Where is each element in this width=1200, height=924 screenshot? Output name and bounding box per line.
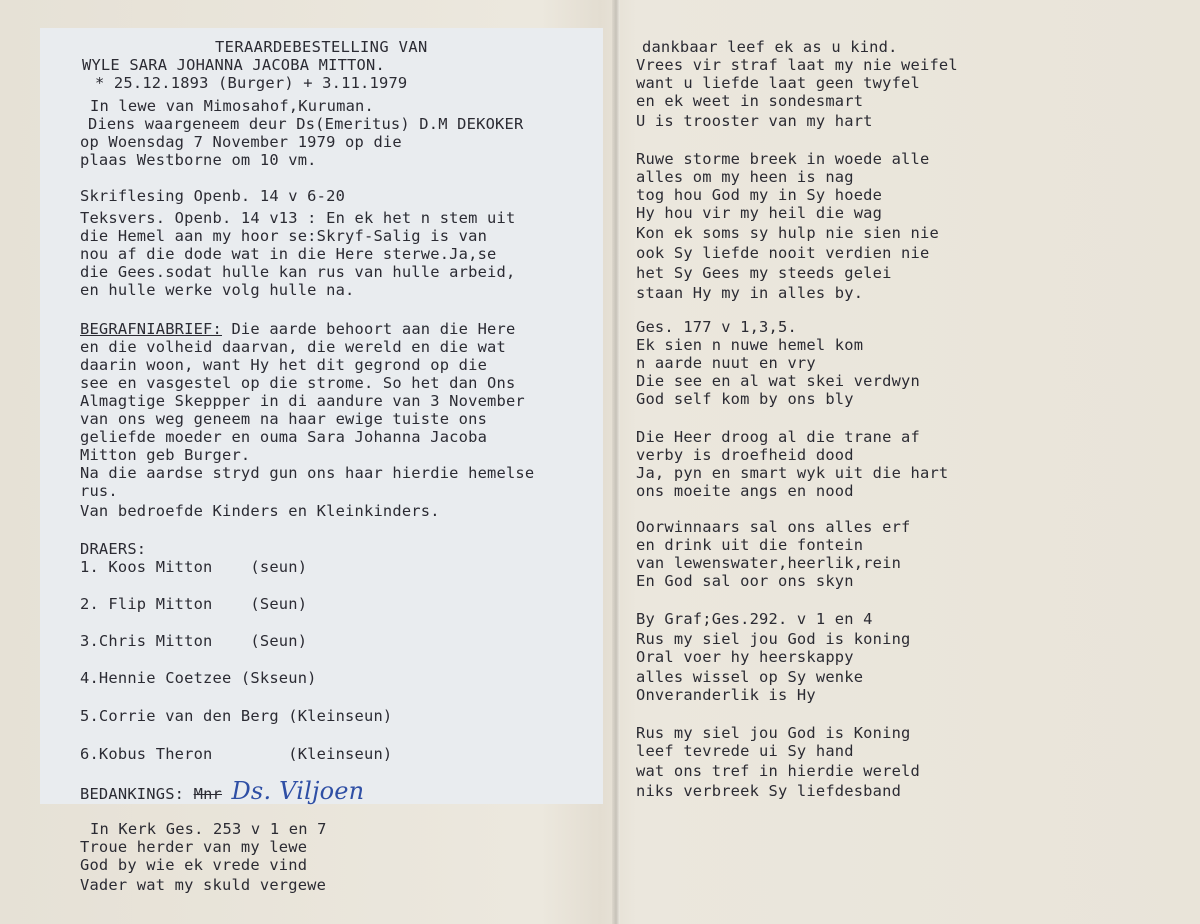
stanza6-line-2: Oral voer hy heerskappy (636, 648, 854, 666)
funeral-letter-line-5: Almagtige Skeppper in di aandure van 3 November (80, 392, 525, 410)
text-verse-line-1: Teksvers. Openb. 14 v13 : En ek het n stem uit (80, 209, 516, 227)
stanza4-line-2: verby is droefheid dood (636, 446, 854, 464)
stanza3-line-3: Die see en al wat skei verdwyn (636, 372, 920, 390)
ges177-heading: Ges. 177 v 1,3,5. (636, 318, 797, 336)
funeral-letter-line-4: see en vasgestel op die strome. So het dan Ons (80, 374, 516, 392)
funeral-letter-line-1-text: Die aarde behoort aan die Here (222, 320, 516, 338)
stanza4-line-1: Die Heer droog al die trane af (636, 428, 920, 446)
stanza1-line-3: want u liefde laat geen twyfel (636, 74, 920, 92)
bearers-label: DRAERS: (80, 540, 147, 558)
program-title: TERAARDEBESTELLING VAN (215, 38, 428, 56)
stanza5-line-4: En God sal oor ons skyn (636, 572, 854, 590)
stanza5-line-1: Oorwinnaars sal ons alles erf (636, 518, 911, 536)
stanza2-line-6: ook Sy liefde nooit verdien nie (636, 244, 930, 262)
stanza6-line-1: Rus my siel jou God is koning (636, 630, 911, 648)
church-hymn-line-1: Troue herder van my lewe (80, 838, 308, 856)
text-verse-line-5: en hulle werke volg hulle na. (80, 281, 355, 299)
service-line-1: Diens waargeneem deur Ds(Emeritus) D.M DEKOKER (88, 115, 524, 133)
bearer-5: 5.Corrie van den Berg (Kleinseun) (80, 707, 393, 725)
text-verse-line-3: nou af die dode wat in die Here sterwe.Ja,se (80, 245, 497, 263)
stanza2-line-4: Hy hou vir my heil die wag (636, 204, 883, 222)
deceased-name: WYLE SARA JOHANNA JACOBA MITTON. (82, 56, 385, 74)
grave-hymn-heading: By Graf;Ges.292. v 1 en 4 (636, 610, 873, 628)
text-verse-line-4: die Gees.sodat hulle kan rus van hulle arbeid, (80, 263, 516, 281)
thanks-label: BEDANKINGS: (80, 785, 185, 803)
bearer-1: 1. Koos Mitton (seun) (80, 558, 308, 576)
stanza1-line-1: dankbaar leef ek as u kind. (642, 38, 898, 56)
service-line-3: plaas Westborne om 10 vm. (80, 151, 317, 169)
stanza2-line-1: Ruwe storme breek in woede alle (636, 150, 930, 168)
stanza4-line-4: ons moeite angs en nood (636, 482, 854, 500)
bearer-4: 4.Hennie Coetzee (Skseun) (80, 669, 317, 687)
stanza2-line-2: alles om my heen is nag (636, 168, 854, 186)
stanza2-line-3: tog hou God my in Sy hoede (636, 186, 883, 204)
residence-line: In lewe van Mimosahof,Kuruman. (90, 97, 374, 115)
birth-death-dates: * 25.12.1893 (Burger) + 3.11.1979 (95, 74, 408, 92)
stanza2-line-8: staan Hy my in alles by. (636, 284, 864, 302)
right-column (636, 0, 1096, 924)
funeral-letter-line-1 (80, 320, 515, 338)
funeral-letter-label: BEGRAFNIABRIEF: (80, 320, 222, 338)
left-column (80, 0, 620, 924)
stanza3-line-4: God self kom by ons bly (636, 390, 854, 408)
funeral-letter-line-9: Na die aardse stryd gun ons haar hierdie hemelse (80, 464, 535, 482)
thanks-line (80, 777, 365, 805)
stanza2-line-7: het Sy Gees my steeds gelei (636, 264, 892, 282)
stanza5-line-3: van lewenswater,heerlik,rein (636, 554, 902, 572)
funeral-letter-line-6: van ons weg geneem na haar ewige tuiste ons (80, 410, 488, 428)
stanza7-line-3: wat ons tref in hierdie wereld (636, 762, 920, 780)
handwritten-signature: Ds. Viljoen (231, 777, 365, 805)
bearer-2: 2. Flip Mitton (Seun) (80, 595, 308, 613)
stanza7-line-2: leef tevrede ui Sy hand (636, 742, 854, 760)
stanza7-line-4: niks verbreek Sy liefdesband (636, 782, 902, 800)
bearer-6: 6.Kobus Theron (Kleinseun) (80, 745, 393, 763)
stanza1-line-5: U is trooster van my hart (636, 112, 873, 130)
stanza3-line-1: Ek sien n nuwe hemel kom (636, 336, 864, 354)
funeral-letter-line-10: rus. (80, 482, 118, 500)
stanza6-line-3: alles wissel op Sy wenke (636, 668, 864, 686)
stanza3-line-2: n aarde nuut en vry (636, 354, 816, 372)
stanza7-line-1: Rus my siel jou God is Koning (636, 724, 911, 742)
funeral-letter-line-8: Mitton geb Burger. (80, 446, 251, 464)
stanza5-line-2: en drink uit die fontein (636, 536, 864, 554)
scripture-reading: Skriflesing Openb. 14 v 6-20 (80, 187, 346, 205)
stanza2-line-5: Kon ek soms sy hulp nie sien nie (636, 224, 939, 242)
church-hymn-heading: In Kerk Ges. 253 v 1 en 7 (90, 820, 327, 838)
church-hymn-line-3: Vader wat my skuld vergewe (80, 876, 327, 894)
thanks-struck-title: Mnr (193, 785, 223, 803)
stanza4-line-3: Ja, pyn en smart wyk uit die hart (636, 464, 949, 482)
stanza1-line-2: Vrees vir straf laat my nie weifel (636, 56, 958, 74)
funeral-letter-line-11: Van bedroefde Kinders en Kleinkinders. (80, 502, 440, 520)
text-verse-line-2: die Hemel aan my hoor se:Skryf-Salig is van (80, 227, 488, 245)
stanza1-line-4: en ek weet in sondesmart (636, 92, 864, 110)
funeral-letter-line-2: en die volheid daarvan, die wereld en die wat (80, 338, 506, 356)
funeral-letter-line-3: daarin woon, want Hy het dit gegrond op die (80, 356, 488, 374)
service-line-2: op Woensdag 7 November 1979 op die (80, 133, 402, 151)
stanza6-line-4: Onveranderlik is Hy (636, 686, 816, 704)
church-hymn-line-2: God by wie ek vrede vind (80, 856, 308, 874)
funeral-letter-line-7: geliefde moeder en ouma Sara Johanna Jacoba (80, 428, 488, 446)
bearer-3: 3.Chris Mitton (Seun) (80, 632, 308, 650)
